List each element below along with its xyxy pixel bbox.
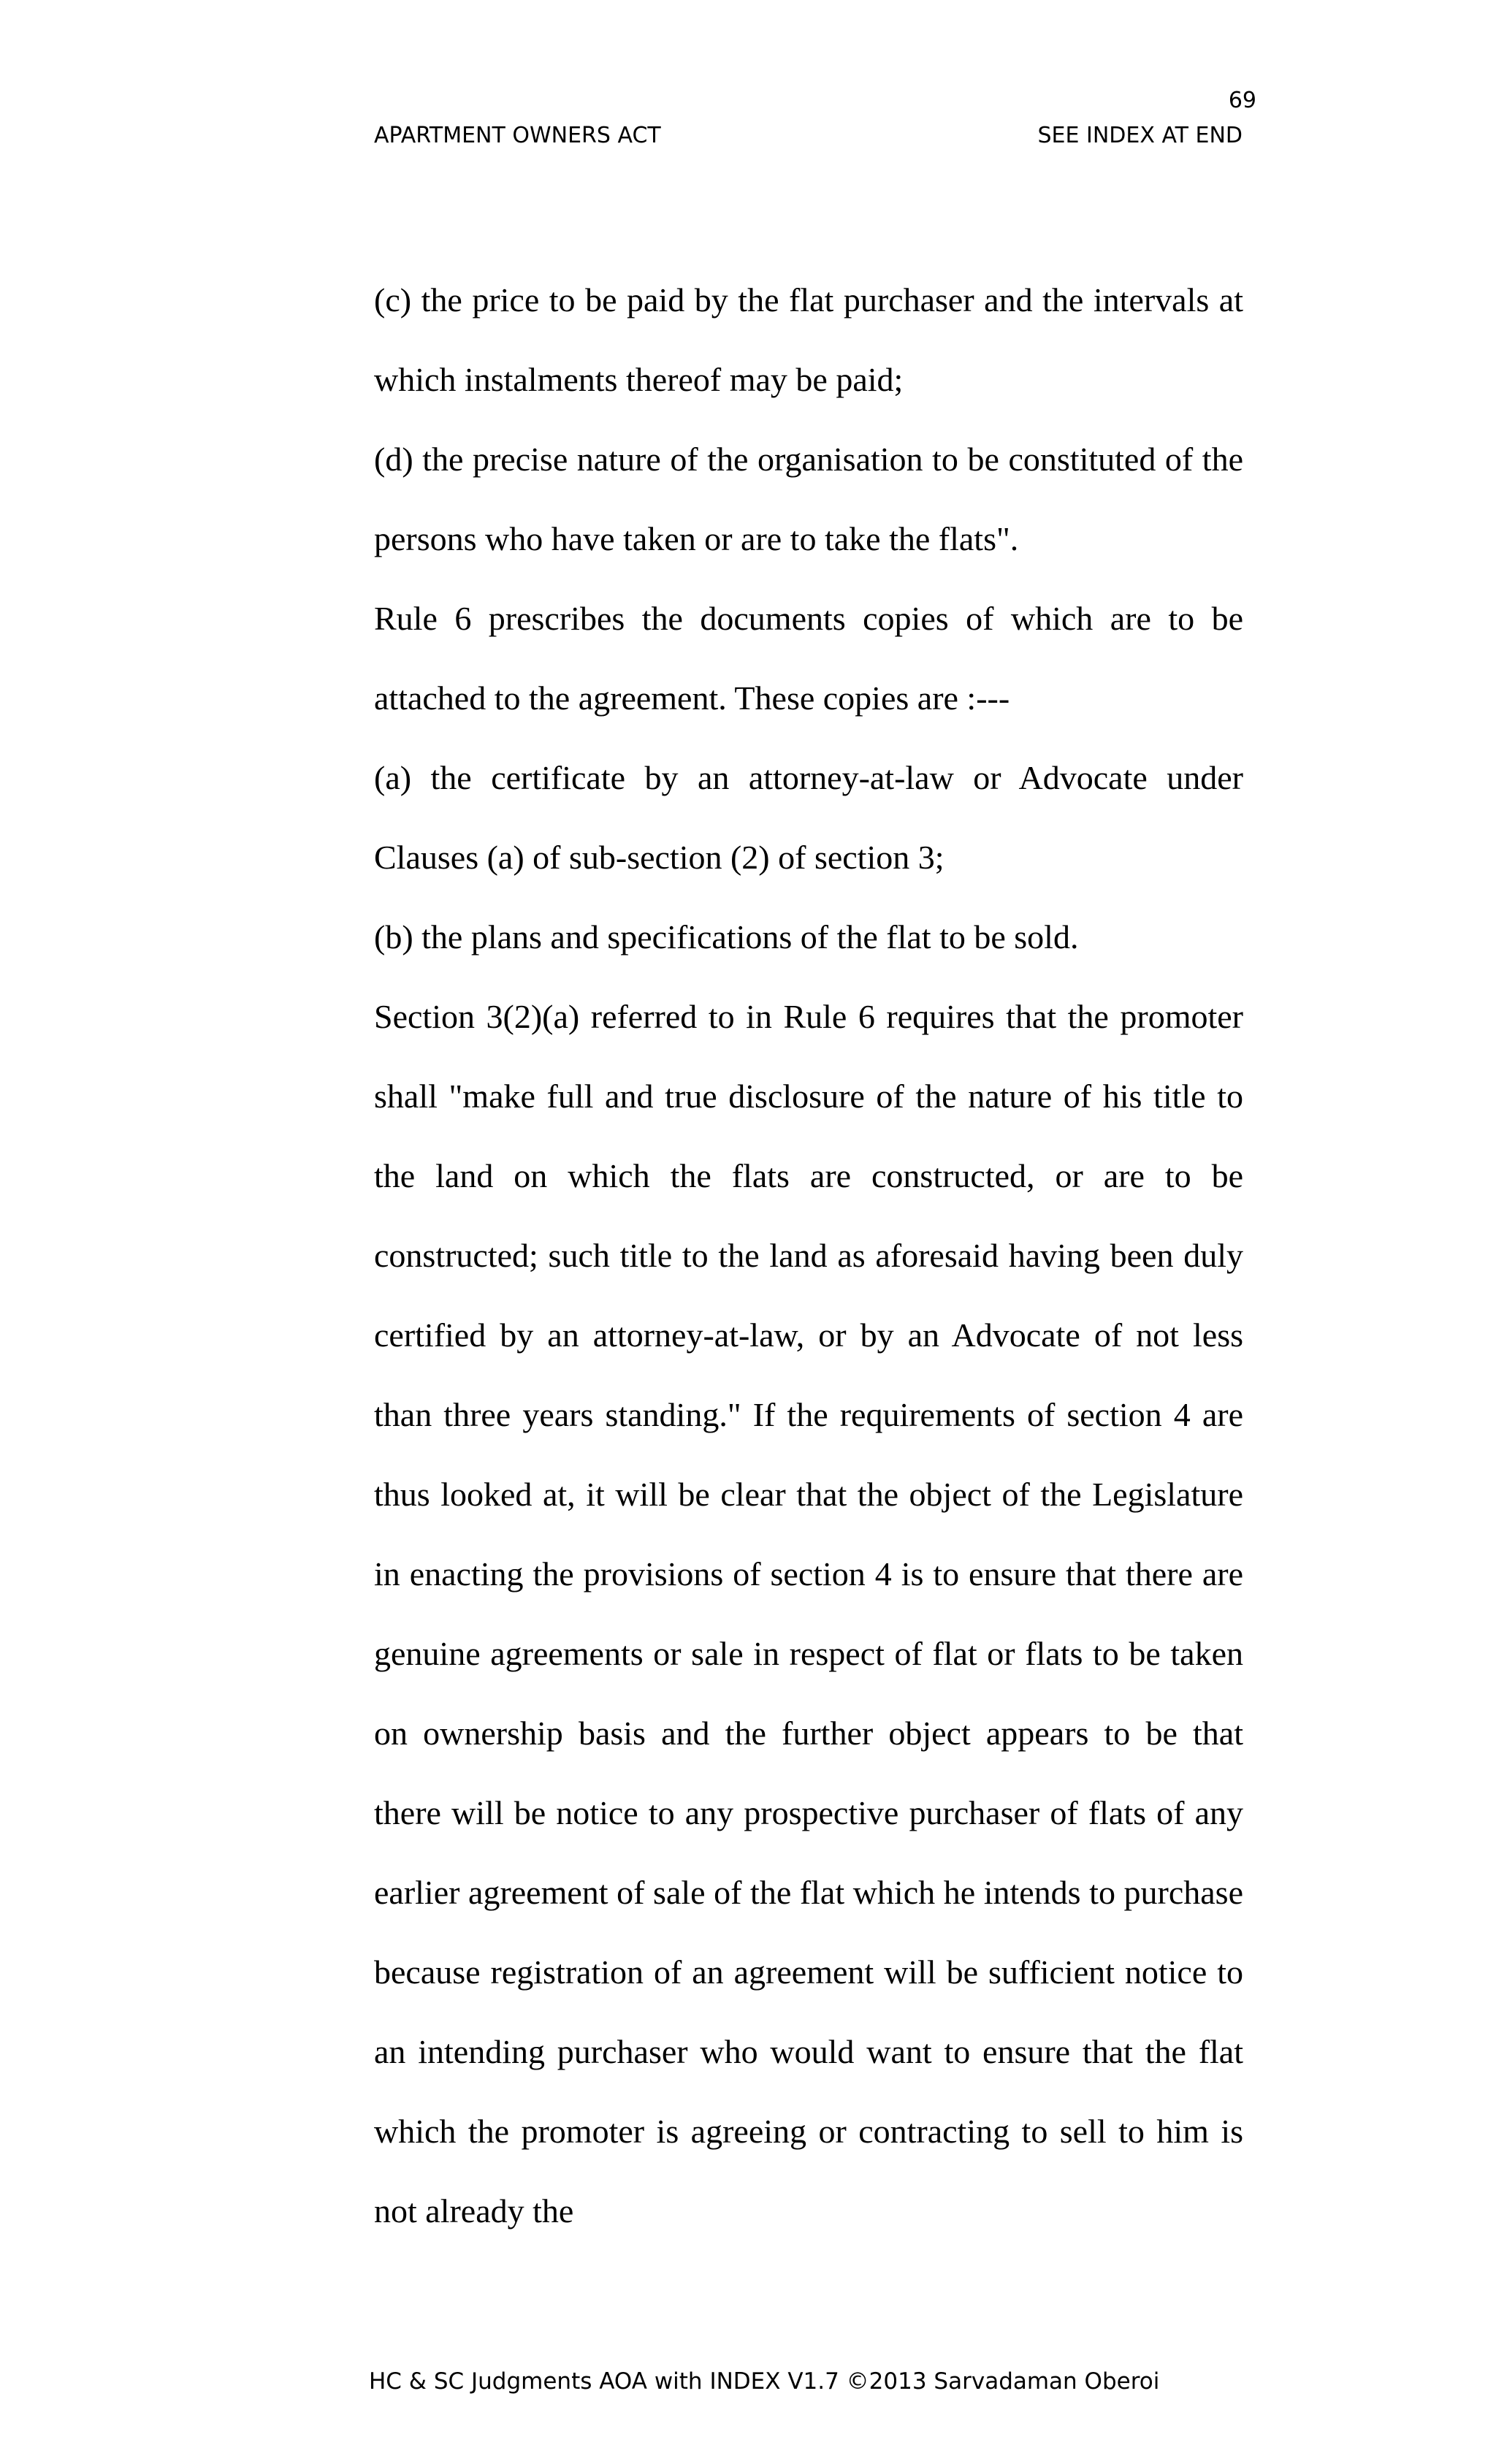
page-number: 69 — [1228, 88, 1256, 113]
footer-copyright: HC & SC Judgments AOA with INDEX V1.7 ©2013 Sarvadaman Oberoi — [369, 2368, 1160, 2395]
paragraph-c-price: (c) the price to be paid by the flat purchaser and the intervals at which instalments thereof may be paid; — [374, 281, 1243, 398]
paragraph-section-3-2-a: Section 3(2)(a) referred to in Rule 6 requires that the promoter shall "make full and true disclosure of the nature of his title to the land on which the flats are constructed, or are to be constructed; such title to the land as aforesaid having been duly certified by an attorney-at-law, or by an Advocate of not less than three years standing." If the requirements of section 4 are thus looked at, it will be clear that the object of the Legislature in enacting the provisions of section 4 is to ensure that there are genuine agreements or sale in respect of flat or flats to be taken on ownership basis and the further object appears to be that there will be notice to any prospective purchaser of flats of any earlier agreement of sale of the flat which he intends to purchase because registration of an agreement will be sufficient notice to an intending purchaser who would want to ensure that the flat which the promoter is agreeing or contracting to sell to him is not already the — [374, 998, 1243, 2230]
paragraph-rule-6: Rule 6 prescribes the documents copies of which are to be attached to the agreement. These copies are :--- — [374, 600, 1243, 717]
document-body — [374, 260, 1243, 2251]
running-head-right: SEE INDEX AT END — [1037, 123, 1243, 148]
paragraph-d-organisation: (d) the precise nature of the organisation to be constituted of the persons who have taken or are to take the flats". — [374, 440, 1243, 557]
running-head-left: APARTMENT OWNERS ACT — [374, 123, 661, 148]
paragraph-a-certificate: (a) the certificate by an attorney-at-law or Advocate under Clauses (a) of sub-section (2) of section 3; — [374, 759, 1243, 876]
paragraph-b-plans: (b) the plans and specifications of the flat to be sold. — [374, 918, 1079, 956]
